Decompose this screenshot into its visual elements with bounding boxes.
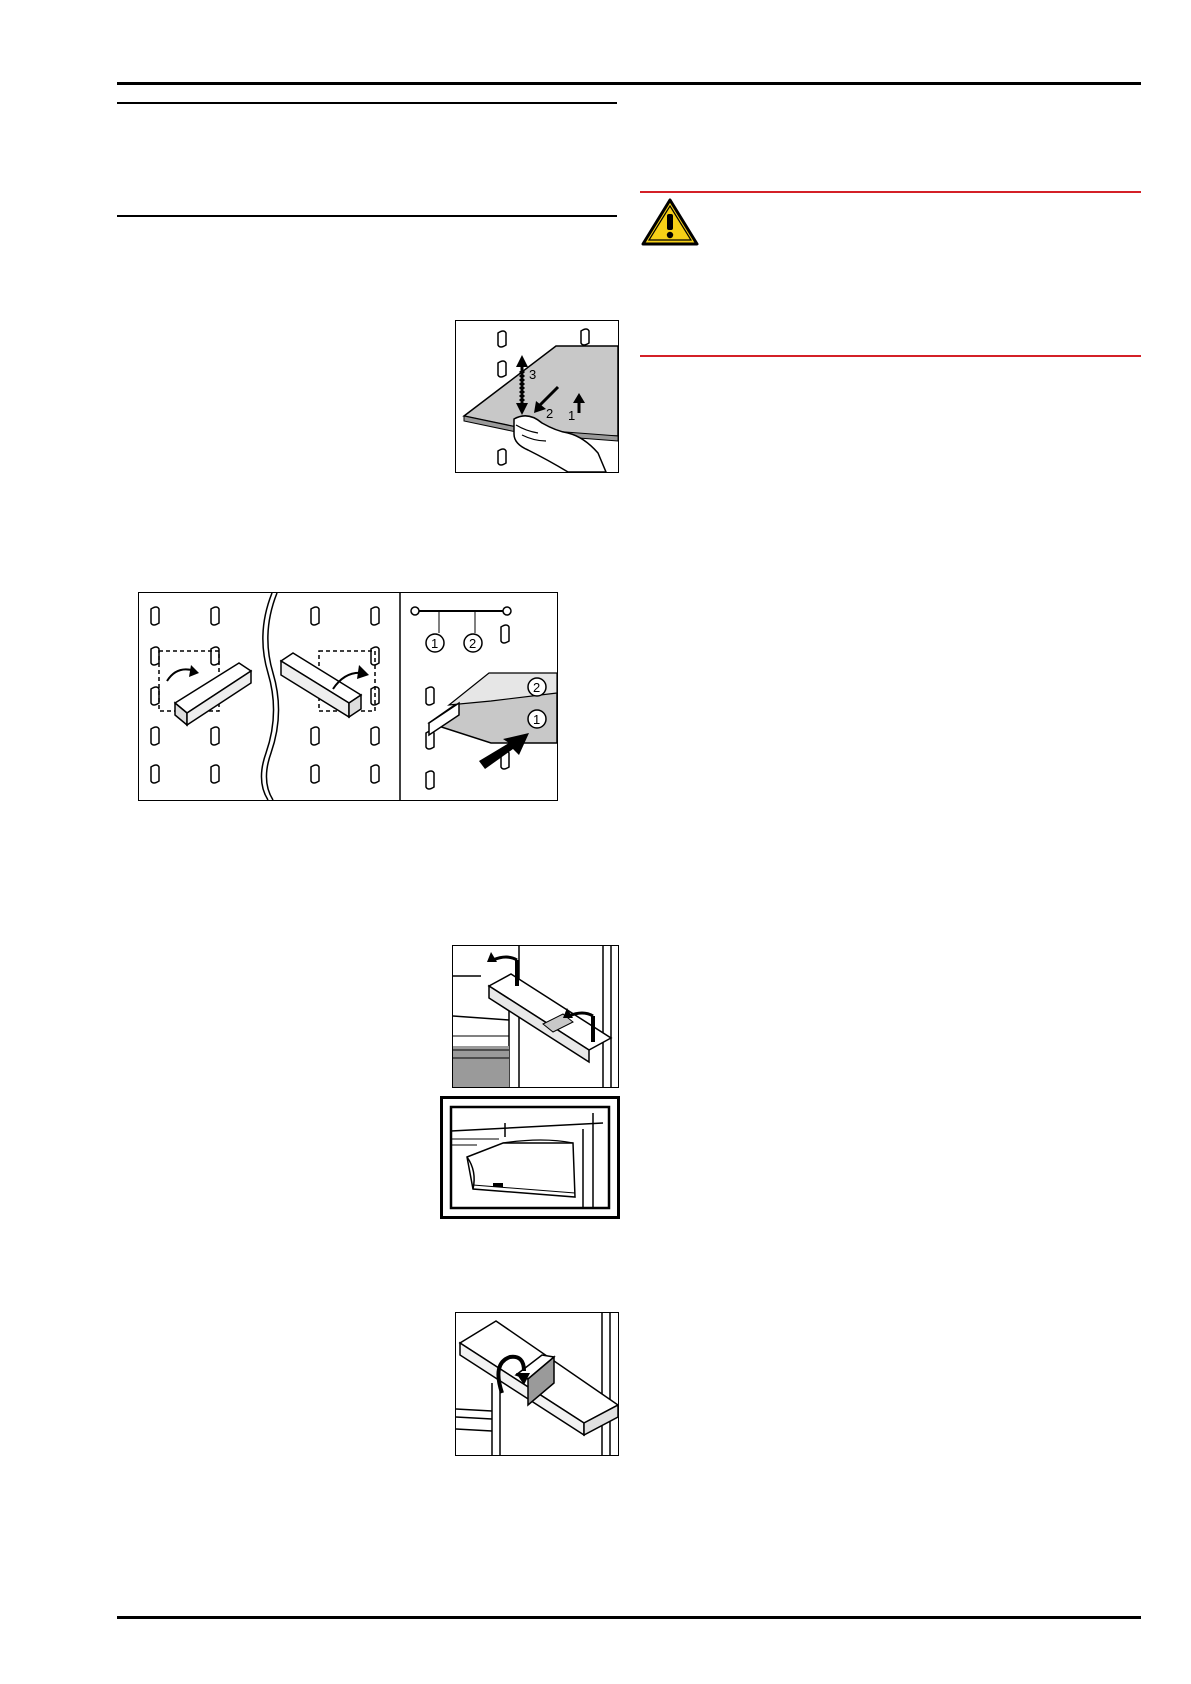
marker-2-top: 2: [469, 636, 477, 651]
left-column-top-rule: [117, 102, 617, 104]
step-3-label: 3: [529, 367, 537, 382]
warning-top-rule: [640, 191, 1141, 193]
step-2-label: 2: [546, 406, 554, 421]
marker-2-shelf: 2: [533, 680, 541, 695]
footer-rule: [117, 1616, 1141, 1619]
figure-door-shelf-brackets: [138, 592, 558, 801]
figure-freezer-flap: [440, 1096, 620, 1219]
marker-1-top: 1: [431, 636, 439, 651]
step-1-label: 1: [568, 408, 576, 423]
figure-door-rack-lift: [452, 945, 619, 1088]
figure-divider-removal: [455, 1312, 619, 1456]
marker-1-shelf: 1: [533, 712, 541, 727]
warning-triangle-icon: [640, 197, 700, 247]
figure-shelf-removal: [455, 320, 619, 473]
warning-bottom-rule: [640, 355, 1141, 357]
header-rule: [117, 82, 1141, 85]
left-column-section-rule: [117, 215, 617, 217]
